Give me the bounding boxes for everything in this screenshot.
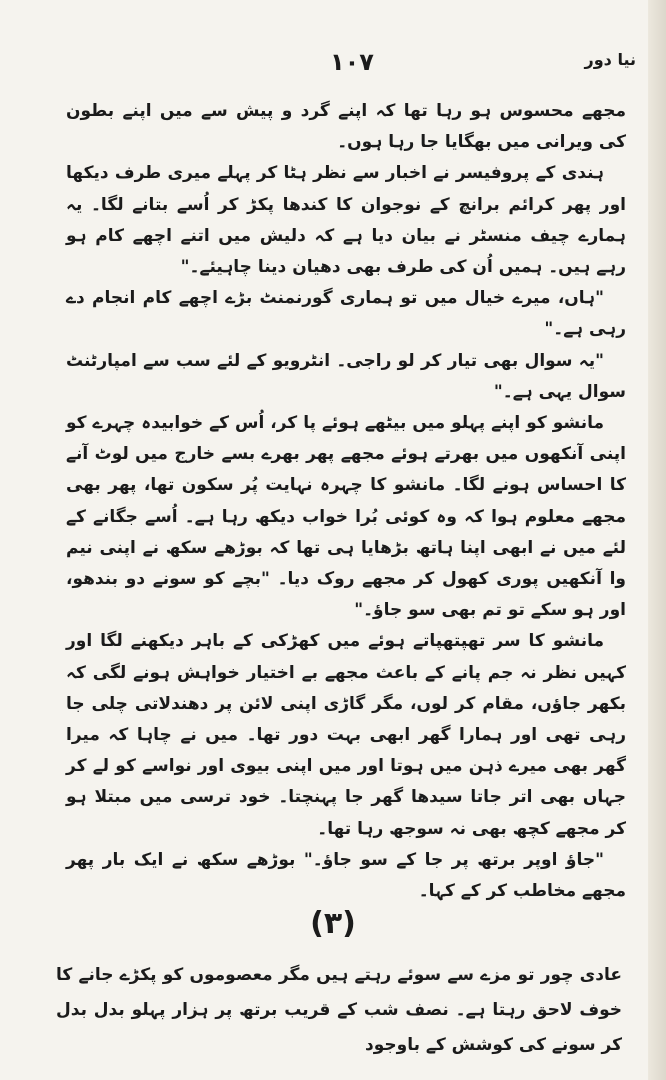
section-number: (۳) — [310, 906, 356, 941]
paragraph: مانشو کا سر تھپتھپاتے ہوئے میں کھڑکی کے باہر دیکھنے لگا اور کہیں نظر نہ جم پانے کے باعث مجھے بے اختیار خواہش ہونے لگی کہ بکھر جاؤں، مقام کر لوں، مگر گاڑی اپنی لائن پر دھندلاتی چلی جا رہی تھی اور ہمارا گھر ابھی بہت دور تھا۔ میں نے چاہا کہ میرا گھر بھی میرے ذہن میں ہوتا اور میں اپنی بیوی اور نواسے کو لے کر جہاں بھی اتر جاتا سیدھا گھر جا پہنچتا۔ خود ترسی میں مبتلا ہو کر مجھے کچھ بھی نہ سوجھ رہا تھا۔ — [66, 631, 626, 839]
paragraph: "جاؤ اوپر برتھ پر جا کے سو جاؤ۔" بوڑھے سکھ نے ایک بار پھر مجھے مخاطب کر کے کہا۔ — [66, 849, 626, 902]
paragraph: مجھے محسوس ہو رہا تھا کہ اپنے گرد و پیش سے میں اپنے بطون کی ویرانی میں بھگایا جا رہا ہوں۔ — [66, 101, 626, 153]
paragraph: "ہاں، میرے خیال میں تو ہماری گورنمنٹ بڑے اچھے کام انجام دے رہی ہے۔" — [66, 288, 626, 340]
section-text — [56, 958, 622, 1063]
paragraph: ہندی کے پروفیسر نے اخبار سے نظر ہٹا کر پہلے میری طرف دیکھا اور پھر کرائم برانچ کے نوجوان کا کندھا پکڑ کر اُسے بتانے لگا۔ یہ ہمارے چیف منسٹر نے بیان دیا ہے کہ دلیش میں اتنے اچھے کام ہو رہے ہیں۔ ہمیں اُن کی طرف بھی دھیان دینا چاہیئے۔" — [66, 163, 626, 278]
page-number: ۱۰۷ — [330, 48, 374, 76]
paragraph: مانشو کو اپنے پہلو میں بیٹھے ہوئے پا کر، اُس کے خوابیدہ چہرے کو اپنی آنکھوں میں بھرتے ہوئے مجھے پھر بھرے بسے خارج میں لوٹ آنے کا احساس ہونے لگا۔ مانشو کا چہرہ نہایت پُر سکون تھا، پھر بھی مجھے معلوم ہوا کہ وہ کوئی بُرا خواب دیکھ رہا ہے۔ اُسے جگانے کے لئے میں نے ابھی اپنا ہاتھ بڑھایا ہی تھا کہ بوڑھے سکھ نے اپنی نیم وا آنکھیں پوری کھول کر مجھے روک دیا۔ "بچے کو سونے دو بندھو، اور ہو سکے تو تم بھی سو جاؤ۔" — [66, 413, 626, 621]
running-head: نیا دور — [584, 50, 636, 69]
paragraph: "یہ سوال بھی تیار کر لو راجی۔ انٹرویو کے لئے سب سے امپارٹنٹ سوال یہی ہے۔" — [66, 350, 626, 402]
page-header — [0, 48, 666, 88]
page-edge — [648, 0, 666, 1080]
paragraph: عادی چور تو مزے سے سوئے رہتے ہیں مگر معصوموں کو پکڑے جانے کا خوف لاحق رہتا ہے۔ نصف شب کے قریب برتھ پر ہزار پہلو بدل بدل کر سونے کی کوشش کے باوجود — [56, 965, 622, 1055]
body-text — [66, 96, 626, 907]
